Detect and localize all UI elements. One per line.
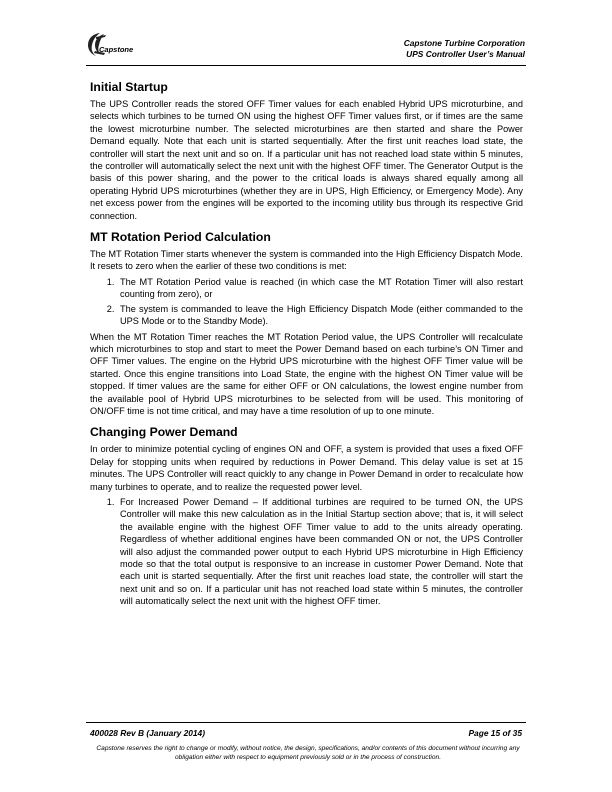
paragraph: When the MT Rotation Timer reaches the MT Rotation Period value, the UPS Controller will recalculate which microturbines to stop and start to meet the Power Demand based on each turbine’s ON Timer and OFF Timer values. The engine on the Hybrid UPS microturbine with the highest OFF Timer value will be started. Once this engine transitions into Load State, the engine with the highest ON Timer value will be stopped. If timer values are the same for either OFF or ON calculations, the lowest engine number from the available pool of Hybrid UPS microturbines to be selected from will be used. This monitoring of ON/OFF time is not time critical, and may have a time resolution of up to one minute. (90, 331, 523, 416)
list-item: 2. The system is commanded to leave the High Efficiency Dispatch Mode (either commanded to the UPS Mode or to the Standby Mode). (117, 303, 523, 328)
heading-initial-startup: Initial Startup (90, 80, 168, 94)
footer-divider (86, 722, 526, 723)
numbered-list (90, 276, 523, 328)
section-initial-startup (90, 80, 523, 222)
running-header (404, 38, 525, 60)
page-number: Page 15 of 35 (468, 728, 522, 738)
list-item: 1. The MT Rotation Period value is reached (in which case the MT Rotation Timer will also restart counting from zero), or (117, 276, 523, 301)
list-item: 1. For Increased Power Demand – If additional turbines are required to be turned ON, the UPS Controller will make this new calculation as in the Initial Startup section above; that is, it will select the available engine with the highest OFF Timer value to add to the units already operating. Regardless of whether additional engines have been commanded ON or not, the UPS Controller will also adjust the commanded power output to each Hybrid UPS microturbine in High Efficiency mode so that the total output is responsive to an increase in customer Power Demand. Note that each unit is started sequentially. After the first unit reaches load state, the controller will start the next unit and so on. If a particular unit has not reached load state within 5 minutes, the controller will automatically select the next unit with the highest OFF timer. (117, 496, 523, 608)
paragraph: The MT Rotation Timer starts whenever the system is commanded into the High Efficiency Dispatch Mode. It resets to zero when the earlier of these two conditions is met: (90, 249, 523, 272)
paragraph: The UPS Controller reads the stored OFF Timer values for each enabled Hybrid UPS microturbine, and selects which turbines to be turned ON using the highest OFF Timer values first, or if times are the same the lowest microturbine number. The selected microturbines are then started and share the Power Demand equally. Note that each unit is started sequentially. After the first unit reaches load state, the controller will start the next unit and so on. If a particular unit has not reached load state within 5 minutes, the controller will automatically select the next unit with the highest OFF timer. The Generator Output is the basis of this power sharing, and the power to the critical loads is always shared equally among all operating Hybrid UPS microturbines (whether they are in UPS, High Efficiency, or Emergency Mode). Any net excess power from the engines will be exported to the incoming utility bus through its respective Grid connection. (90, 99, 523, 221)
disclaimer: Capstone reserves the right to change or modify, without notice, the design, specifications, and/or contents of this document without incurring any obligation either with respect to equipment previously sold or in the process of construction. (96, 745, 520, 761)
logo-text: Capstone (99, 45, 134, 54)
company-name: Capstone Turbine Corporation (403, 38, 525, 48)
heading-changing-power-demand: Changing Power Demand (90, 425, 238, 440)
page-body (90, 80, 523, 611)
section-mt-rotation (90, 230, 523, 417)
manual-title: UPS Controller User’s Manual (406, 49, 525, 59)
heading-mt-rotation: MT Rotation Period Calculation (90, 230, 271, 245)
paragraph: In order to minimize potential cycling of engines ON and OFF, a system is provided that uses a fixed OFF Delay for stopping units when required by reductions in Power Demand. This delay value is set at 15 minutes. The UPS Controller will react quickly to any change in Power Demand in order to recalculate how many turbines to operate, and to realize the requested power level. (90, 444, 523, 492)
header-divider (86, 65, 526, 66)
document-id: 400028 Rev B (January 2014) (90, 728, 205, 738)
section-changing-power-demand (90, 425, 523, 607)
numbered-list (90, 496, 523, 608)
